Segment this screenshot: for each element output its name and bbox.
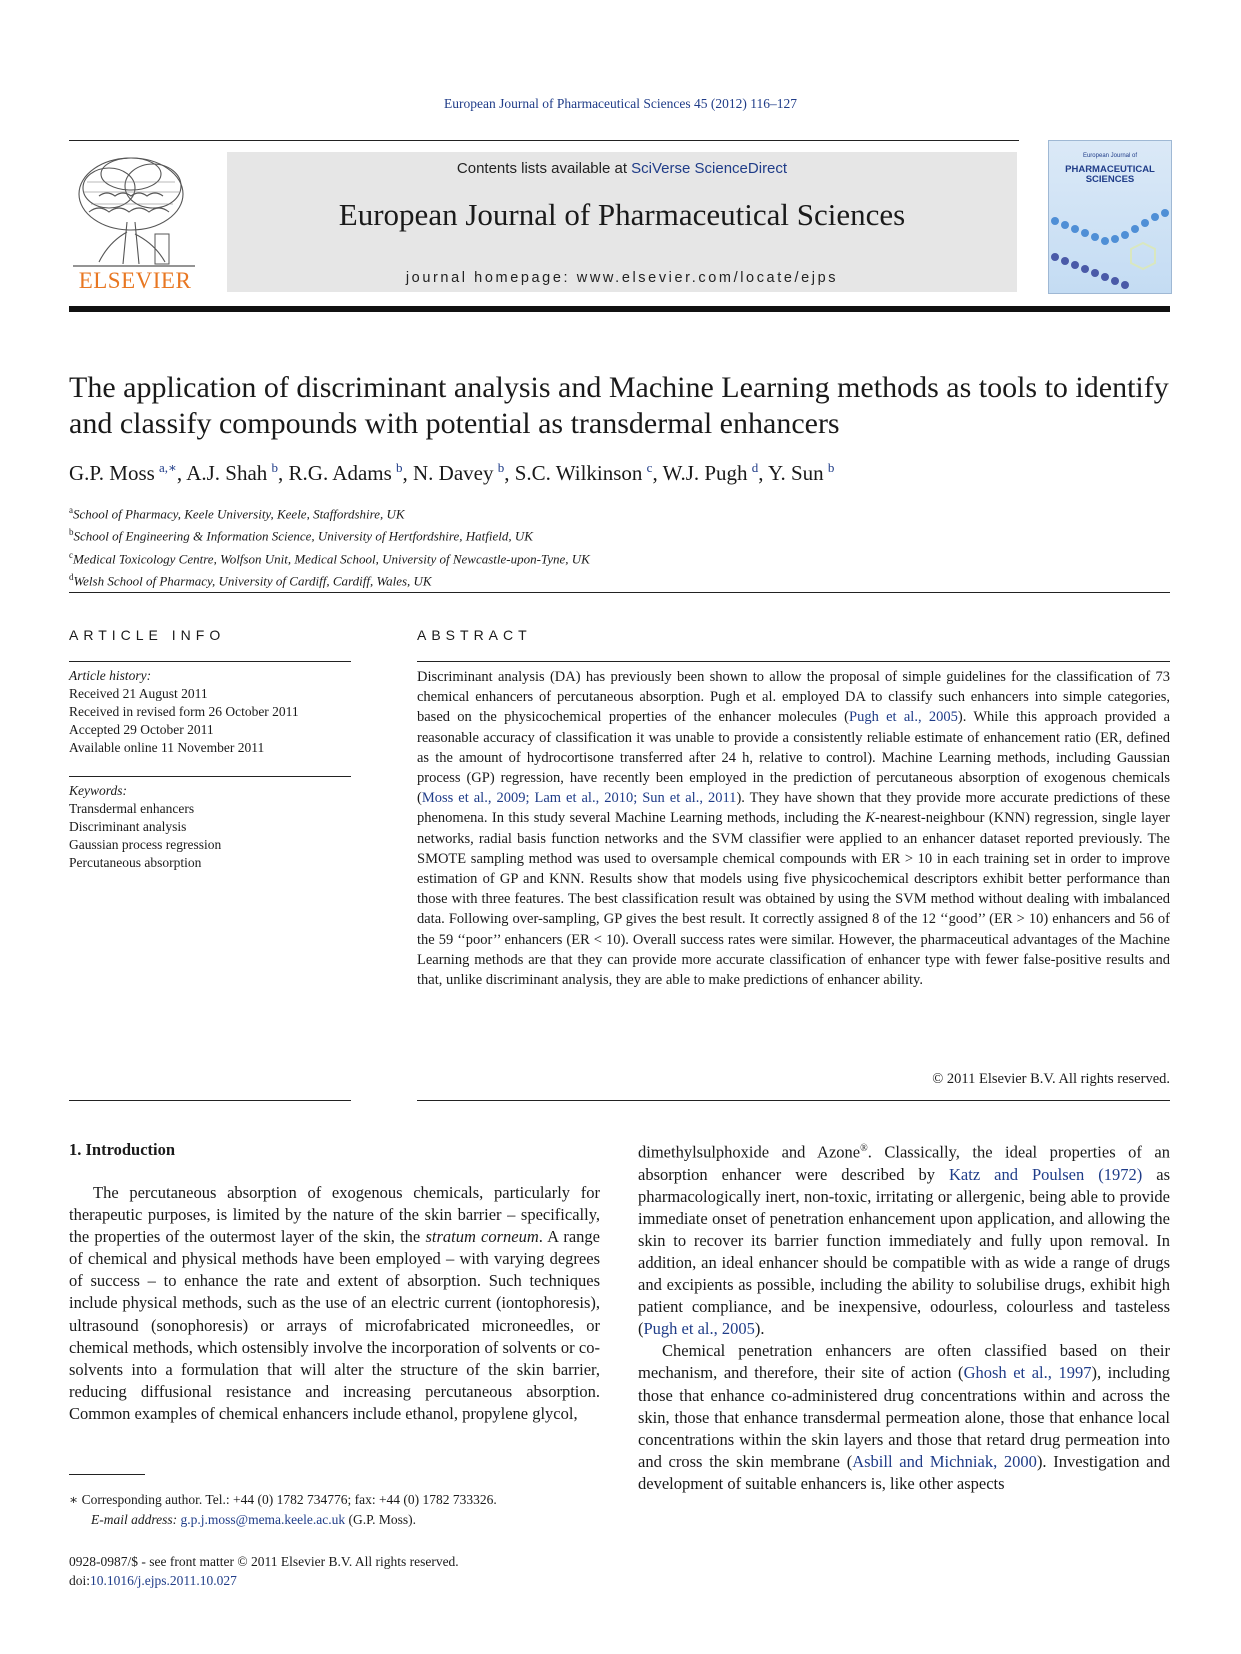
cover-title: PHARMACEUTICAL SCIENCES bbox=[1065, 164, 1155, 185]
author[interactable]: G.P. Moss bbox=[69, 461, 155, 485]
abstract-rule bbox=[417, 661, 1170, 662]
affiliation-text: Welsh School of Pharmacy, University of Cardiff, Cardiff, Wales, UK bbox=[73, 573, 432, 589]
journal-masthead bbox=[227, 152, 1017, 292]
citation-link[interactable]: Ghosh et al., 1997 bbox=[963, 1363, 1092, 1383]
history-item: Available online 11 November 2011 bbox=[69, 740, 265, 755]
body-text: stratum corneum bbox=[425, 1227, 539, 1247]
journal-reference[interactable]: European Journal of Pharmaceutical Sciences 45 (2012) 116–127 bbox=[443, 96, 798, 111]
affiliation bbox=[69, 501, 1169, 523]
author-list: G.P. Moss $^{a,∗}$, A.J. Shah $^b$, R.G. Adams $^b$, N. Davey $^b$, S.C. Wilkinson $^c$, W.J. Pugh $^d$, Y. Sun $^b$ bbox=[69, 460, 835, 485]
article-info-rule bbox=[69, 1100, 351, 1101]
citation-link[interactable]: Katz and Poulsen (1972) bbox=[949, 1164, 1143, 1184]
doi-link[interactable]: 10.1016/j.ejps.2011.10.027 bbox=[90, 1573, 237, 1588]
affiliation-marker[interactable]: b bbox=[271, 460, 279, 475]
front-matter bbox=[69, 1552, 629, 1590]
body-text: Chemical penetration enhancers are often classified based on their mechanism, and therefore, their site of action ( bbox=[638, 1341, 1170, 1383]
issn-line: 0928-0987/$ - see front matter © 2011 Elsevier B.V. All rights reserved. bbox=[69, 1554, 459, 1569]
paragraph bbox=[638, 1138, 1170, 1340]
body-text: . Classically, the ideal properties of an absorption enhancer were described by bbox=[638, 1142, 1170, 1184]
affiliation-key: d bbox=[69, 571, 74, 582]
abstract-body bbox=[417, 667, 1170, 990]
author[interactable]: Y. Sun bbox=[768, 461, 824, 485]
affiliation-key: a bbox=[69, 505, 73, 515]
email-suffix: (G.P. Moss). bbox=[345, 1512, 417, 1527]
affiliation-list bbox=[69, 501, 1169, 590]
registered-mark: ® bbox=[860, 1143, 868, 1154]
author[interactable]: A.J. Shah bbox=[186, 461, 268, 485]
affiliation-text: School of Pharmacy, Keele University, Keele, Staffordshire, UK bbox=[73, 506, 405, 522]
affiliation bbox=[69, 546, 1169, 568]
body-text: . A range of chemical and physical methods have been employed – with varying degrees of success – to enhance the rate and extent of absorption. Such techniques include physical methods, such as the use of an electric current (iontophoresis), ultrasound (sonophoresis) or arrays of microfabricated microneedles, or chemical methods, which ostensibly involve the incorporation of solvents or co-solvents into a formulation that will alter the structure of the skin barrier, reducing diffusional resistance and increasing percutaneous absorption. Common examples of chemical enhancers include ethanol, propylene glycol, bbox=[69, 1227, 600, 1423]
body-text: dimethylsulphoxide and Azone bbox=[638, 1142, 861, 1162]
body-text: The percutaneous absorption of exogenous chemicals, particularly for therapeutic purposes, is limited by the nature of the skin barrier – specifically, the properties of the outermost layer of the skin, the bbox=[69, 1183, 600, 1247]
article-history bbox=[69, 667, 351, 757]
body-text: as pharmacologically inert, non-toxic, irritating or allergenic, being able to provide immediate onset of penetration enhancement upon application, and allowing the skin to recover its barrier function immediately and fully upon removal. In addition, an ideal enhancer should be compatible with as wide a range of drugs and excipients as possible, including the ability to solubilise drugs, exhibit high patient compliance, and be inexpensive, odourless, colourless and tasteless ( bbox=[638, 1164, 1170, 1339]
history-label: Article history: bbox=[69, 668, 152, 683]
footnote-marker: ∗ bbox=[69, 1492, 79, 1507]
article-title: The application of discriminant analysis and Machine Learning methods as tools to identify and classify compounds with potential as transdermal enhancers bbox=[69, 371, 1169, 440]
history-item: Received 21 August 2011 bbox=[69, 686, 208, 701]
introduction-heading: 1. Introduction bbox=[69, 1140, 176, 1159]
affiliation-marker[interactable]: b bbox=[827, 460, 835, 475]
abstract-text: ). They have shown that they provide more accurate predictions of these phenomena. In this study several Machine Learning methods, including the bbox=[417, 790, 1170, 827]
author[interactable]: W.J. Pugh bbox=[662, 461, 748, 485]
history-item: Accepted 29 October 2011 bbox=[69, 722, 214, 737]
cover-molecule-graphic bbox=[1049, 201, 1171, 293]
abstract-text: Discriminant analysis (DA) has previously been shown to allow the proposal of simple guidelines for the classification of 73 chemical enhancers of percutaneous absorption. Pugh et al. employed DA to classify such enhancers into simple categories, based on the physicochemical properties of the enhancer molecules ( bbox=[417, 669, 1170, 726]
email-label: E-mail address: bbox=[91, 1512, 181, 1527]
contents-prefix: Contents lists available at bbox=[456, 160, 632, 177]
elsevier-wordmark: ELSEVIER bbox=[78, 268, 192, 293]
keywords-label: Keywords: bbox=[69, 783, 127, 798]
citation-link[interactable]: Asbill and Michniak, 2000 bbox=[852, 1451, 1037, 1471]
paragraph bbox=[69, 1182, 600, 1425]
journal-homepage-link[interactable]: journal homepage: www.elsevier.com/locate/ejps bbox=[405, 270, 839, 286]
keyword: Gaussian process regression bbox=[69, 837, 222, 852]
article-info-rule bbox=[69, 776, 351, 777]
body-column-left bbox=[69, 1182, 600, 1425]
affiliation-marker[interactable]: d bbox=[751, 460, 759, 475]
affiliation-key: c bbox=[69, 549, 73, 560]
journal-cover-image bbox=[1048, 140, 1172, 294]
author[interactable]: N. Davey bbox=[413, 461, 494, 485]
affiliation-text: School of Engineering & Information Science, University of Hertfordshire, Hatfield, UK bbox=[73, 528, 533, 544]
affiliation-marker[interactable]: c bbox=[646, 460, 653, 475]
section-rule bbox=[69, 592, 1170, 593]
affiliation-marker[interactable]: b bbox=[396, 460, 403, 475]
cover-small-text: European Journal of bbox=[1082, 153, 1138, 159]
citation-link[interactable]: Pugh et al., 2005 bbox=[849, 709, 958, 726]
abstract-heading: ABSTRACT bbox=[417, 627, 532, 643]
keywords bbox=[69, 782, 351, 872]
author[interactable]: R.G. Adams bbox=[288, 461, 392, 485]
abstract-text: ). While this approach provided a reasonable accuracy of classification it was unable to provide a consistently reliable estimate of enhancement ratio (ER, defined as the amount of hydrocortisone transferred after 24 h, relative to control). Machine Learning methods, including Gaussian process (GP) regression, have recently been employed in the prediction of percutaneous absorption of exogenous chemicals ( bbox=[417, 709, 1171, 807]
corresponding-author-footnote bbox=[69, 1490, 600, 1530]
email-link[interactable]: g.p.j.moss@mema.keele.ac.uk bbox=[180, 1512, 346, 1527]
history-item: Received in revised form 26 October 2011 bbox=[69, 704, 299, 719]
article-info-rule bbox=[69, 661, 351, 662]
contents-line bbox=[227, 160, 1017, 177]
affiliation-text: Medical Toxicology Centre, Wolfson Unit, Medical School, University of Newcastle-upon-Tyne, UK bbox=[73, 550, 590, 566]
abstract-text: -nearest-neighbour (KNN) regression, single layer networks, radial basis function networks and the SVM classifier were applied to an enhancer dataset reported previously. The SMOTE sampling method was used to oversample chemical compounds with ER > 10 in each training set in order to improve estimation of GP and KNN. Results show that models using five physicochemical descriptors exhibit better performance than those with three features. The best classification result was obtained by using the SVM method without dealing with imbalanced data. Following over-sampling, GP gives the best result. It correctly assigned 8 of the 12 ‘‘good’’ (ER > 10) enhancers and 56 of the 59 ‘‘poor’’ enhancers (ER < 10). Overall success rates were similar. However, the pharmaceutical advantages of the Machine Learning methods are that they can provide more accurate classification of enhancer type with fewer false-positive results and that, unlike discriminant analysis, they are able to make predictions of enhancer ability. bbox=[417, 810, 1171, 989]
masthead-bottom-rule bbox=[69, 306, 1170, 312]
copyright-notice: © 2011 Elsevier B.V. All rights reserved. bbox=[932, 1071, 1170, 1087]
body-text: ), including those that enhance co-administered drug concentrations within and across the skin, those that enhance transdermal permeation alone, those that enhance local concentrations within the skin layers and those that retard drug permeation into and cross the skin membrane ( bbox=[638, 1363, 1170, 1471]
footnote-rule bbox=[69, 1474, 145, 1475]
sciencedirect-link[interactable]: SciVerse ScienceDirect bbox=[631, 160, 788, 177]
affiliation-marker[interactable]: b bbox=[497, 460, 505, 475]
abstract-rule bbox=[417, 1100, 1170, 1101]
body-text: ). bbox=[754, 1319, 765, 1339]
footnote-text: Corresponding author. Tel.: +44 (0) 1782 734776; fax: +44 (0) 1782 733326. bbox=[81, 1492, 497, 1507]
header-rule bbox=[69, 140, 1019, 141]
keyword: Transdermal enhancers bbox=[69, 801, 195, 816]
affiliation-key: b bbox=[69, 527, 74, 538]
citation-link[interactable]: Pugh et al., 2005 bbox=[643, 1319, 755, 1339]
citation-link[interactable]: Moss et al., 2009; Lam et al., 2010; Sun et al., 2011 bbox=[421, 790, 737, 807]
doi-label: doi: bbox=[69, 1573, 91, 1588]
article-info-heading: ARTICLE INFO bbox=[69, 627, 226, 643]
keyword: Discriminant analysis bbox=[69, 819, 187, 834]
author[interactable]: S.C. Wilkinson bbox=[514, 461, 643, 485]
affiliation-marker[interactable]: a,∗ bbox=[159, 460, 177, 475]
affiliation bbox=[69, 523, 1169, 545]
paragraph bbox=[638, 1340, 1170, 1495]
journal-title: European Journal of Pharmaceutical Sciences bbox=[338, 197, 906, 232]
body-text: ). Investigation and development of suitable enhancers is, like other aspects bbox=[638, 1451, 1170, 1493]
body-column-right bbox=[638, 1138, 1170, 1495]
abstract-text: K bbox=[865, 810, 875, 827]
affiliation bbox=[69, 568, 1169, 590]
keyword: Percutaneous absorption bbox=[69, 855, 202, 870]
